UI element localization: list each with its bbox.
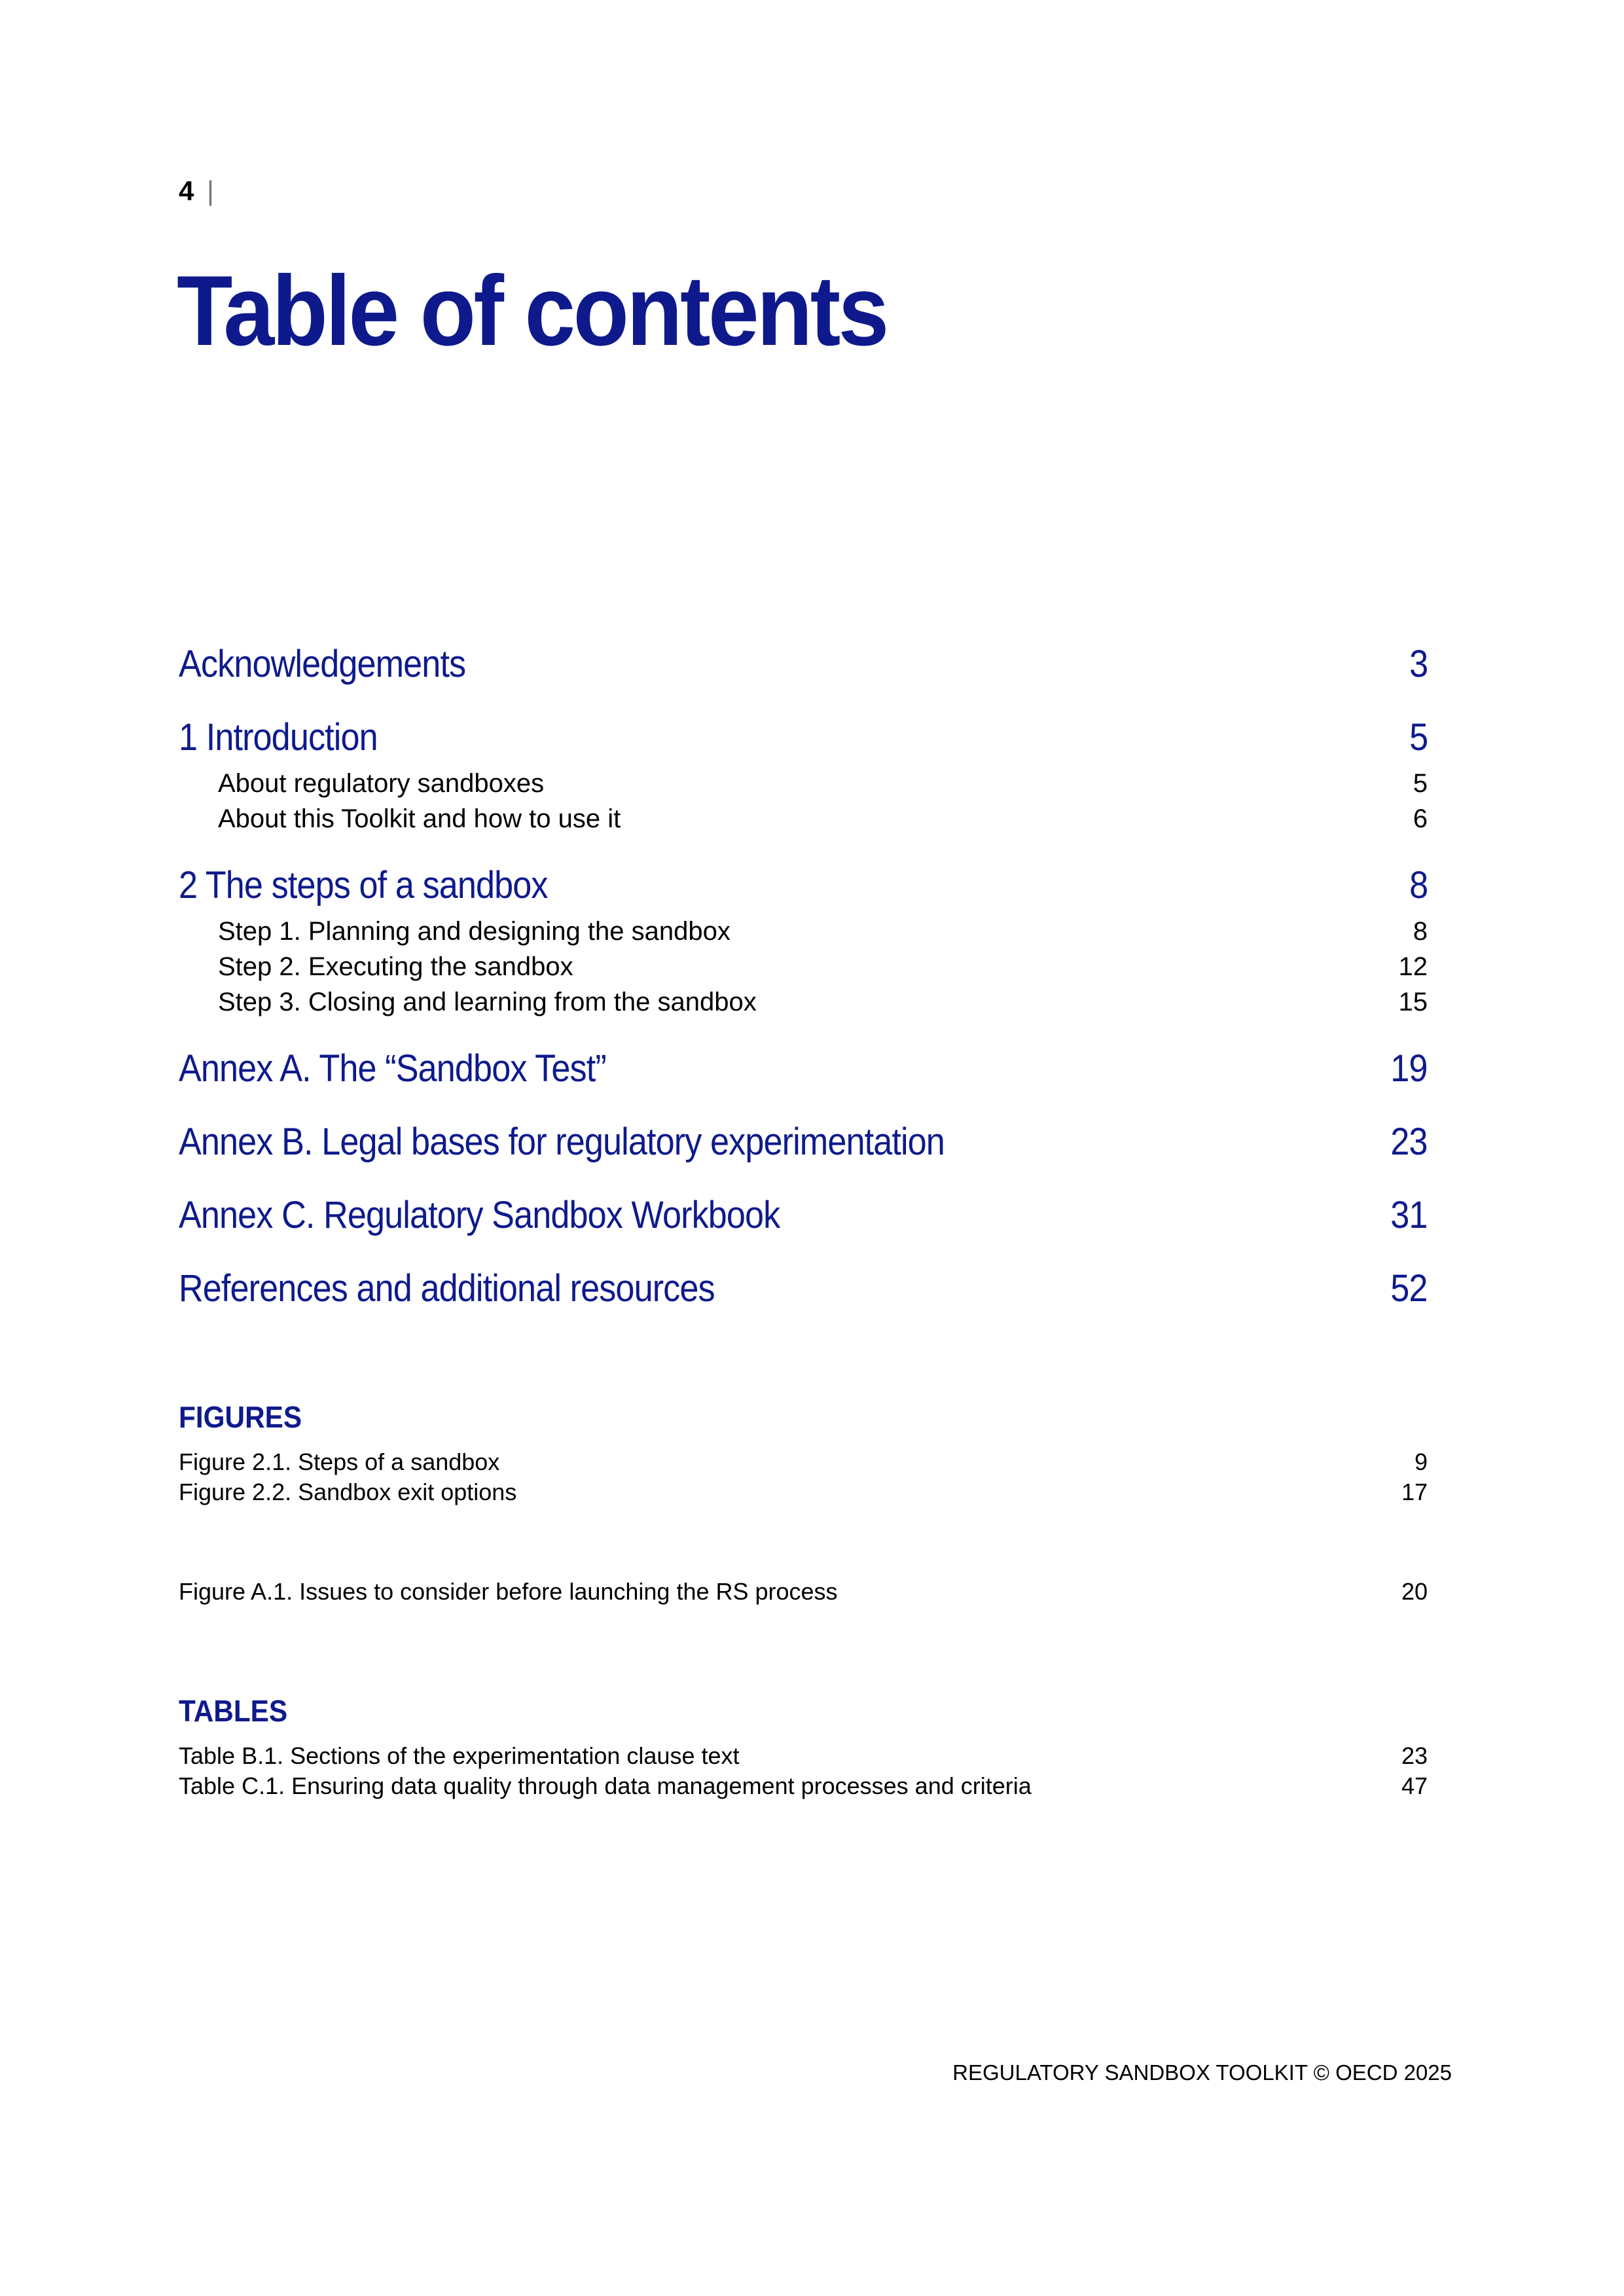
toc-entry-label: References and additional resources (179, 1267, 715, 1310)
page-number: 4 (179, 175, 194, 206)
toc-subentry-step-3[interactable] (179, 984, 1428, 1020)
toc-subentry-about-sandboxes[interactable] (179, 766, 1428, 801)
toc-subentry-step-2[interactable] (179, 949, 1428, 984)
figure-entry-label: Figure 2.1. Steps of a sandbox (179, 1448, 500, 1475)
toc-entry-label: Annex A. The “Sandbox Test” (179, 1047, 606, 1090)
toc-entry-label: 1 Introduction (179, 716, 378, 759)
figure-entry-label: Figure 2.2. Sandbox exit options (179, 1479, 517, 1505)
table-entry[interactable] (179, 1771, 1428, 1801)
table-entry[interactable] (179, 1741, 1428, 1771)
figure-entry-page: 9 (1414, 1448, 1428, 1475)
toc-entry-page: 8 (1409, 864, 1428, 906)
toc-entry-label: 2 The steps of a sandbox (179, 864, 548, 906)
table-entry-page: 47 (1401, 1772, 1428, 1799)
table-entry-page: 23 (1401, 1742, 1428, 1769)
figure-entry-page: 17 (1401, 1479, 1428, 1505)
toc-entry-steps[interactable] (179, 863, 1428, 908)
toc-entry-page: 19 (1390, 1047, 1428, 1090)
toc-entry-page: 31 (1390, 1194, 1428, 1236)
page-title: Table of contents (177, 255, 887, 367)
figure-entry-label: Figure A.1. Issues to consider before launching the RS process (179, 1578, 838, 1605)
toc-entry-references[interactable] (179, 1266, 1428, 1312)
toc-entry-label: Annex B. Legal bases for regulatory experimentation (179, 1121, 945, 1163)
header-separator: | (207, 175, 214, 206)
figure-entry[interactable] (179, 1477, 1428, 1507)
tables-heading: TABLES (179, 1694, 288, 1728)
toc-entry-label: Acknowledgements (179, 643, 466, 685)
toc-subentry-page: 6 (1413, 804, 1428, 833)
toc-subentry-label: Step 1. Planning and designing the sandbox (218, 917, 731, 946)
tables-section (179, 1691, 1428, 1801)
figure-entry-page: 20 (1401, 1578, 1428, 1605)
toc-entry-page: 52 (1390, 1267, 1428, 1310)
toc-entry-page: 3 (1409, 643, 1428, 685)
figures-section (179, 1397, 1428, 1607)
toc-entry-acknowledgements[interactable] (179, 641, 1428, 687)
figures-heading: FIGURES (179, 1400, 302, 1434)
toc-subentry-page: 8 (1413, 917, 1428, 946)
figure-entry[interactable] (179, 1577, 1428, 1607)
table-entry-label: Table C.1. Ensuring data quality through data management processes and criteria (179, 1772, 1032, 1799)
toc-subentry-label: Step 2. Executing the sandbox (218, 952, 573, 981)
toc-list (179, 641, 1428, 1312)
toc-entry-annex-c[interactable] (179, 1193, 1428, 1238)
figure-entry[interactable] (179, 1447, 1428, 1477)
table-entry-label: Table B.1. Sections of the experimentation clause text (179, 1742, 740, 1769)
toc-subentry-about-toolkit[interactable] (179, 801, 1428, 836)
toc-entry-annex-b[interactable] (179, 1119, 1428, 1165)
toc-subentry-label: Step 3. Closing and learning from the sandbox (218, 988, 757, 1016)
page-footer: REGULATORY SANDBOX TOOLKIT © OECD 2025 (952, 2060, 1452, 2085)
toc-entry-page: 23 (1390, 1121, 1428, 1163)
toc-entry-label: Annex C. Regulatory Sandbox Workbook (179, 1194, 780, 1236)
toc-subentry-label: About regulatory sandboxes (218, 769, 545, 798)
toc-subentry-step-1[interactable] (179, 914, 1428, 949)
toc-entry-annex-a[interactable] (179, 1046, 1428, 1092)
toc-subentry-page: 15 (1398, 988, 1428, 1016)
toc-subentry-label: About this Toolkit and how to use it (218, 804, 621, 833)
toc-subentry-page: 5 (1413, 769, 1428, 798)
page-header (179, 171, 214, 211)
toc-entry-introduction[interactable] (179, 715, 1428, 761)
toc-subentry-page: 12 (1398, 952, 1428, 981)
toc-entry-page: 5 (1409, 716, 1428, 759)
